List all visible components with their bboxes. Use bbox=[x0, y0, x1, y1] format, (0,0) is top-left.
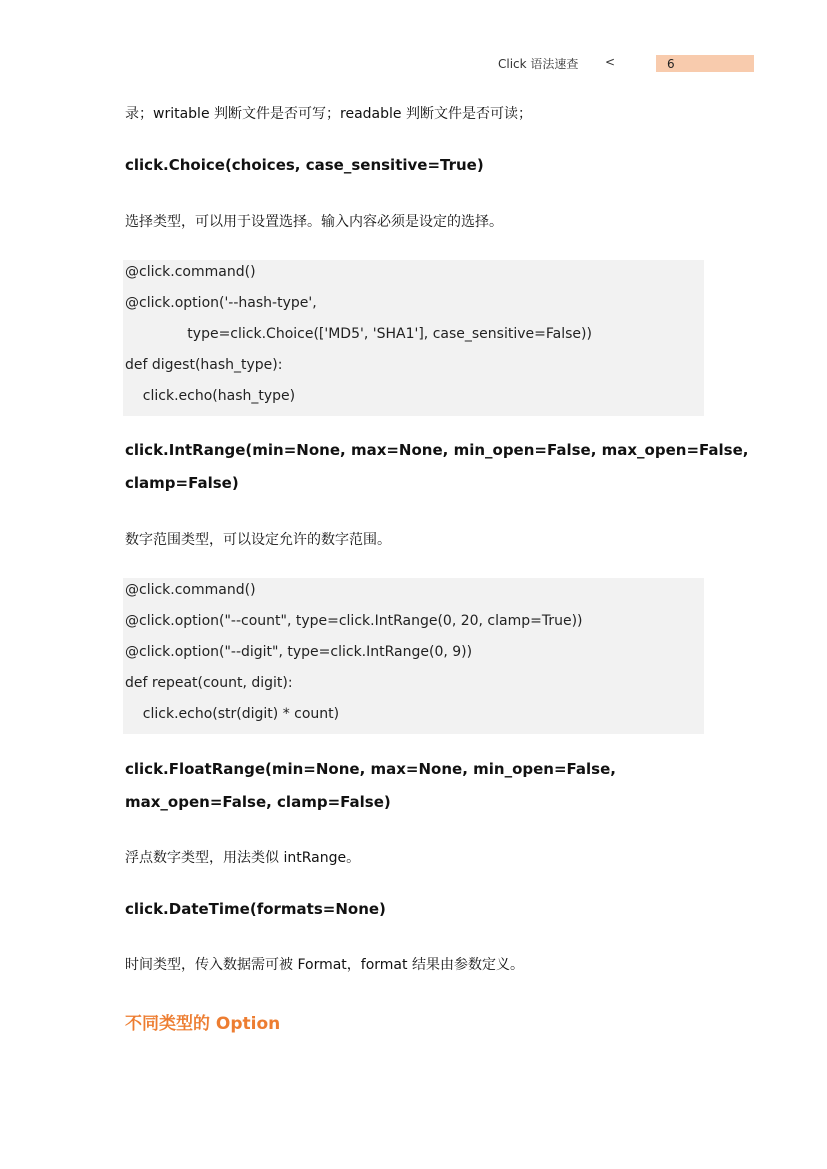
code-line: def digest(hash_type): bbox=[125, 357, 283, 373]
page-number-badge: 6 bbox=[656, 55, 754, 72]
code-line: @click.option("--digit", type=click.IntRange(0, 9)) bbox=[125, 644, 473, 660]
code-line: def repeat(count, digit): bbox=[125, 675, 293, 691]
section-title: 不同类型的 Option bbox=[125, 1014, 281, 1034]
code-line: @click.option('--hash-type', bbox=[125, 295, 317, 311]
floatrange-heading-line2: max_open=False, clamp=False) bbox=[125, 793, 391, 811]
floatrange-description: 浮点数字类型，用法类似 intRange。 bbox=[125, 850, 361, 866]
header-title: Click 语法速查 bbox=[498, 57, 579, 71]
header-arrow: < bbox=[605, 55, 616, 69]
choice-heading: click.Choice(choices, case_sensitive=True) bbox=[125, 156, 484, 174]
intrange-description: 数字范围类型，可以设定允许的数字范围。 bbox=[125, 532, 391, 548]
floatrange-heading-line1: click.FloatRange(min=None, max=None, min_open=False, bbox=[125, 760, 616, 778]
datetime-heading: click.DateTime(formats=None) bbox=[125, 900, 386, 918]
intrange-heading-line2: clamp=False) bbox=[125, 474, 239, 492]
code-line: @click.command() bbox=[125, 582, 256, 598]
intrange-code-block bbox=[123, 578, 704, 734]
choice-description: 选择类型，可以用于设置选择。输入内容必须是设定的选择。 bbox=[125, 214, 503, 230]
intro-line: 录；writable 判断文件是否可写；readable 判断文件是否可读； bbox=[125, 106, 532, 122]
code-line: click.echo(str(digit) * count) bbox=[125, 706, 340, 722]
code-line: type=click.Choice(['MD5', 'SHA1'], case_sensitive=False)) bbox=[125, 326, 592, 342]
datetime-description: 时间类型，传入数据需可被 Format，format 结果由参数定义。 bbox=[125, 957, 524, 973]
code-line: @click.command() bbox=[125, 264, 256, 280]
code-line: click.echo(hash_type) bbox=[125, 388, 296, 404]
code-line: @click.option("--count", type=click.IntRange(0, 20, clamp=True)) bbox=[125, 613, 583, 629]
intrange-heading-line1: click.IntRange(min=None, max=None, min_open=False, max_open=False, bbox=[125, 441, 749, 459]
choice-code-block bbox=[123, 260, 704, 416]
